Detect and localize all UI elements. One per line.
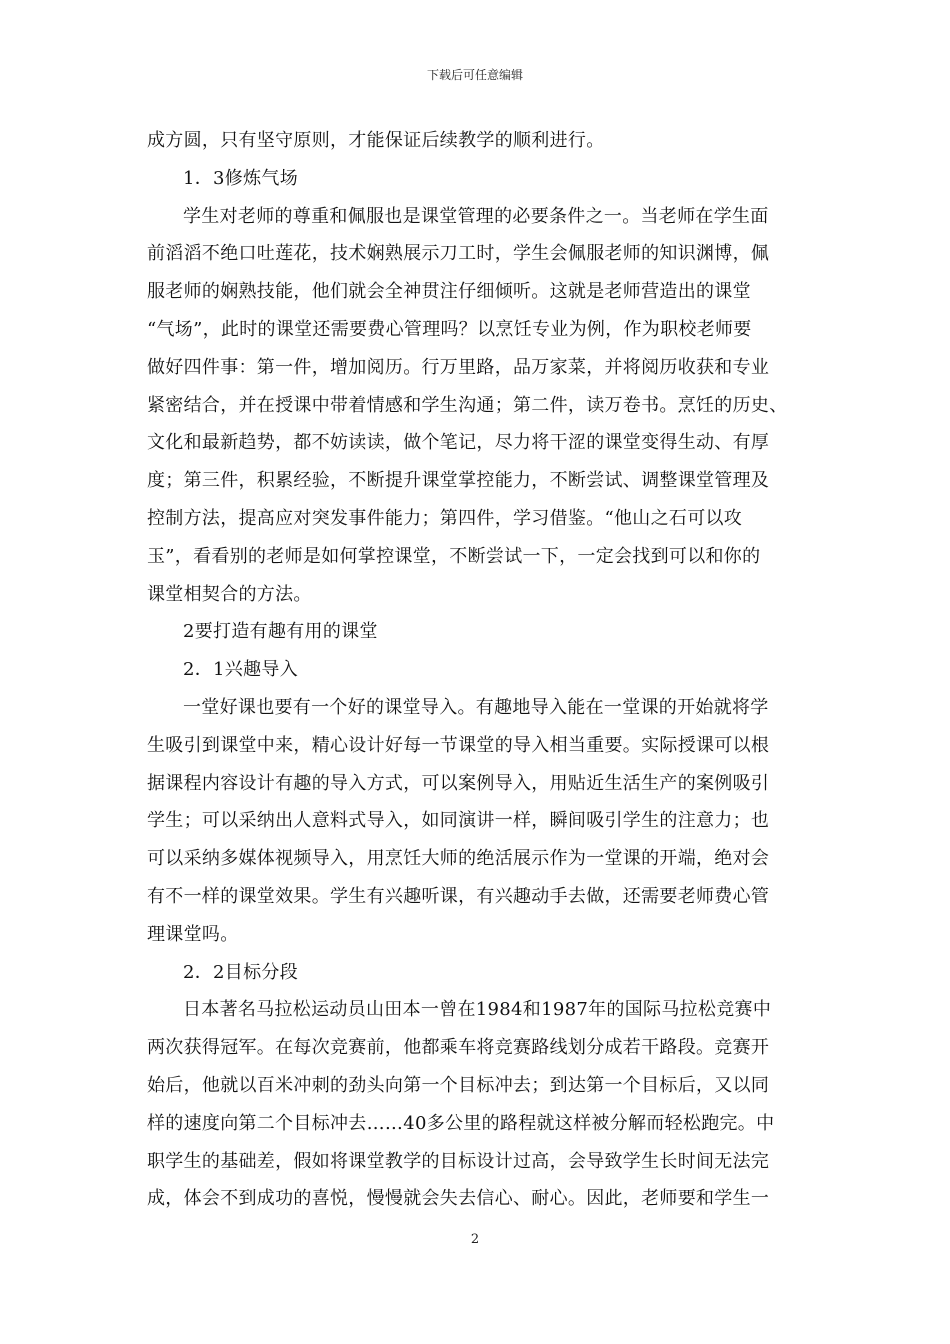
text-line: 有不一样的课堂效果。学生有兴趣听课，有兴趣动手去做，还需要老师费心管	[147, 885, 770, 907]
document-body	[147, 122, 807, 1218]
text-line: 成方圆，只有坚守原则，才能保证后续教学的顺利进行。	[147, 130, 605, 151]
text-line: 玉”，看看别的老师是如何掌控课堂，不断尝试一下，一定会找到可以和你的	[147, 545, 761, 567]
text-line: 两次获得冠军。在每次竞赛前，他都乘车将竞赛路线划分成若干路段。竞赛开	[147, 1037, 770, 1059]
text-line: 据课程内容设计有趣的导入方式，可以案例导入，用贴近生活生产的案例吸引	[147, 772, 770, 794]
text-line: 职学生的基础差，假如将课堂教学的目标设计过高，会导致学生长时间无法完	[147, 1150, 770, 1172]
text-line: 控制方法，提高应对突发事件能力；第四件，学习借鉴。“他山之石可以攻	[147, 507, 743, 529]
page-number: 2	[470, 1232, 480, 1247]
text-line: 理课堂吗。	[147, 923, 239, 945]
text-line: 成，体会不到成功的喜悦，慢慢就会失去信心、耐心。因此，老师要和学生一	[147, 1188, 770, 1210]
text-line: 2．2目标分段	[183, 961, 299, 983]
text-line: 学生对老师的尊重和佩服也是课堂管理的必要条件之一。当老师在学生面	[183, 205, 769, 227]
text-line: 始后，他就以百米冲刺的劲头向第一个目标冲去；到达第一个目标后，又以同	[147, 1074, 770, 1096]
text-line: 做好四件事：第一件，增加阅历。行万里路，品万家菜，并将阅历收获和专业	[147, 356, 770, 378]
text-line: 学生；可以采纳出人意料式导入，如同演讲一样，瞬间吸引学生的注意力；也	[147, 810, 770, 832]
text-line: 紧密结合，并在授课中带着情感和学生沟通；第二件，读万卷书。烹饪的历史、	[147, 394, 788, 416]
text-line: “气场”，此时的课堂还需要费心管理吗？以烹饪专业为例，作为职校老师要	[147, 318, 752, 340]
text-line: 服老师的娴熟技能，他们就会全神贯注仔细倾听。这就是老师营造出的课堂	[147, 281, 751, 303]
text-line: 2．1兴趣导入	[183, 659, 299, 681]
text-line: 2要打造有趣有用的课堂	[183, 621, 378, 643]
page-header: 下载后可任意编辑	[426, 68, 523, 82]
text-line: 1．3修炼气场	[183, 167, 299, 189]
text-line: 样的速度向第二个目标冲去……40多公里的路程就这样被分解而轻松跑完。中	[147, 1112, 775, 1134]
text-line: 度；第三件，积累经验，不断提升课堂掌控能力，不断尝试、调整课堂管理及	[147, 470, 770, 492]
text-line: 一堂好课也要有一个好的课堂导入。有趣地导入能在一堂课的开始就将学	[183, 696, 769, 718]
text-line: 可以采纳多媒体视频导入，用烹饪大师的绝活展示作为一堂课的开端，绝对会	[147, 848, 770, 870]
text-line: 生吸引到课堂中来，精心设计好每一节课堂的导入相当重要。实际授课可以根	[147, 734, 770, 756]
text-line: 日本著名马拉松运动员山田本一曾在1984和1987年的国际马拉松竞赛中	[183, 999, 772, 1021]
text-line: 文化和最新趋势，都不妨读读，做个笔记，尽力将干涩的课堂变得生动、有厚	[147, 432, 770, 454]
text-line: 课堂相契合的方法。	[147, 583, 312, 605]
text-line: 前滔滔不绝口吐莲花，技术娴熟展示刀工时，学生会佩服老师的知识渊博，佩	[147, 243, 770, 265]
